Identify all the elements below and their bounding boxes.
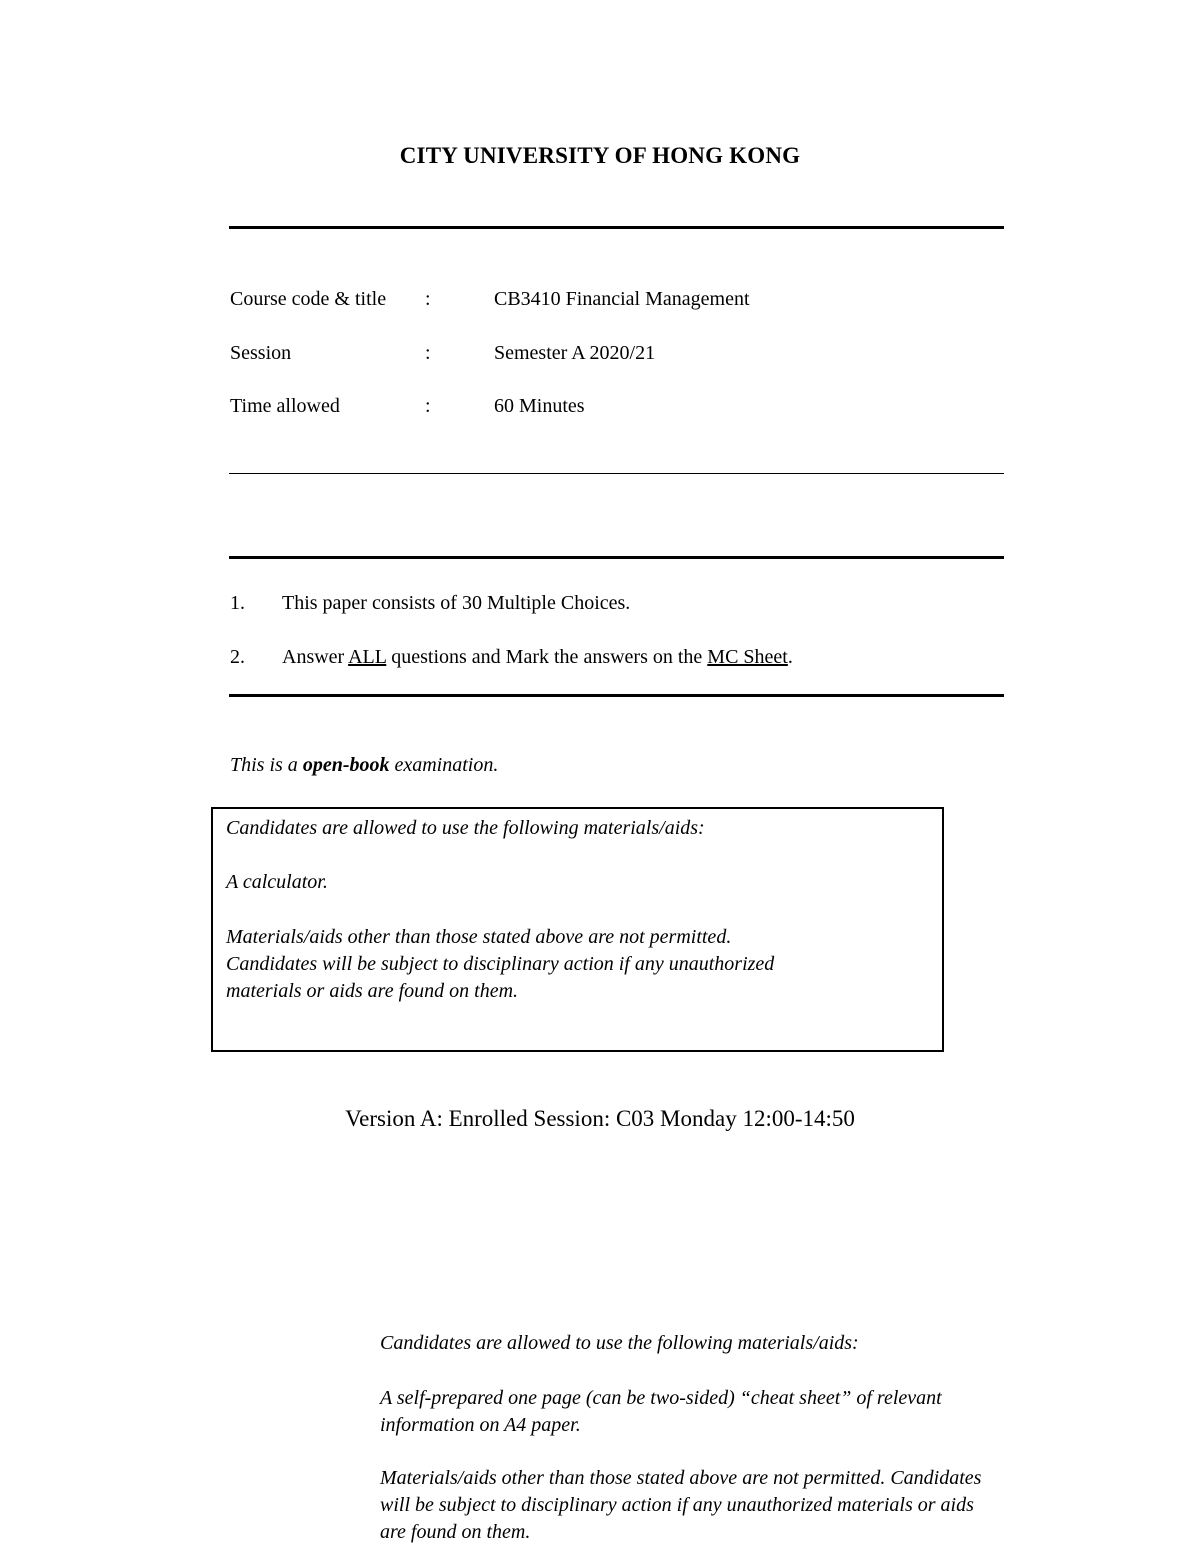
instruction-item-1 bbox=[230, 589, 1010, 617]
alt-materials-warning-line: are found on them. bbox=[380, 1521, 531, 1543]
university-title: CITY UNIVERSITY OF HONG KONG bbox=[399, 143, 801, 168]
detail-value: Semester A 2020/21 bbox=[494, 342, 656, 364]
instruction-number: 1. bbox=[230, 592, 245, 614]
materials-intro: Candidates are allowed to use the following materials/aids: bbox=[226, 817, 705, 839]
exam-type-prefix: This is a bbox=[230, 754, 303, 776]
alt-materials-warning-line: will be subject to disciplinary action if any unauthorized materials or aids bbox=[380, 1494, 974, 1516]
alt-materials-item-line: information on A4 paper. bbox=[380, 1414, 581, 1436]
alt-materials-item-line: A self-prepared one page (can be two-sided) “cheat sheet” of relevant bbox=[380, 1387, 942, 1409]
detail-label: Session bbox=[230, 342, 292, 364]
instruction-text-part: questions and Mark the answers on the bbox=[386, 646, 708, 668]
materials-item: A calculator. bbox=[226, 871, 328, 893]
detail-colon: : bbox=[425, 395, 431, 417]
instruction-text bbox=[282, 643, 793, 671]
alt-materials-warning-line: Materials/aids other than those stated above are not permitted. Candidates bbox=[380, 1467, 982, 1489]
top-rule bbox=[229, 226, 1004, 229]
instructions-bottom-rule bbox=[229, 694, 1004, 697]
exam-type-suffix: examination. bbox=[389, 754, 499, 776]
detail-label: Course code & title bbox=[230, 288, 387, 310]
instruction-item-2 bbox=[230, 643, 1010, 671]
instruction-text: This paper consists of 30 Multiple Choices. bbox=[282, 592, 631, 614]
instructions-top-rule bbox=[229, 556, 1004, 559]
mc-sheet-reference: MC Sheet bbox=[707, 646, 788, 668]
instruction-text-part: Answer bbox=[282, 646, 349, 668]
detail-colon: : bbox=[425, 342, 431, 364]
detail-row-time bbox=[230, 392, 1010, 420]
exam-type-statement bbox=[230, 754, 498, 777]
exam-type-bold: open-book bbox=[302, 754, 390, 776]
version-session: Version A: Enrolled Session: C03 Monday 12:00-14:50 bbox=[345, 1106, 855, 1131]
alt-materials-intro: Candidates are allowed to use the following materials/aids: bbox=[380, 1332, 859, 1354]
details-bottom-rule bbox=[229, 473, 1004, 474]
detail-value: 60 Minutes bbox=[494, 395, 585, 417]
materials-warning-line: Candidates will be subject to disciplinary action if any unauthorized bbox=[226, 953, 775, 975]
detail-row-course bbox=[230, 285, 1010, 313]
detail-value: CB3410 Financial Management bbox=[494, 288, 750, 310]
detail-colon: : bbox=[425, 288, 431, 310]
materials-warning-line: materials or aids are found on them. bbox=[226, 980, 519, 1002]
detail-label: Time allowed bbox=[230, 395, 340, 417]
materials-warning-line: Materials/aids other than those stated above are not permitted. bbox=[226, 926, 732, 948]
detail-row-session bbox=[230, 339, 1010, 367]
instruction-text-part: . bbox=[787, 646, 793, 668]
instruction-number: 2. bbox=[230, 646, 245, 668]
emphasis-all: ALL bbox=[348, 646, 387, 668]
